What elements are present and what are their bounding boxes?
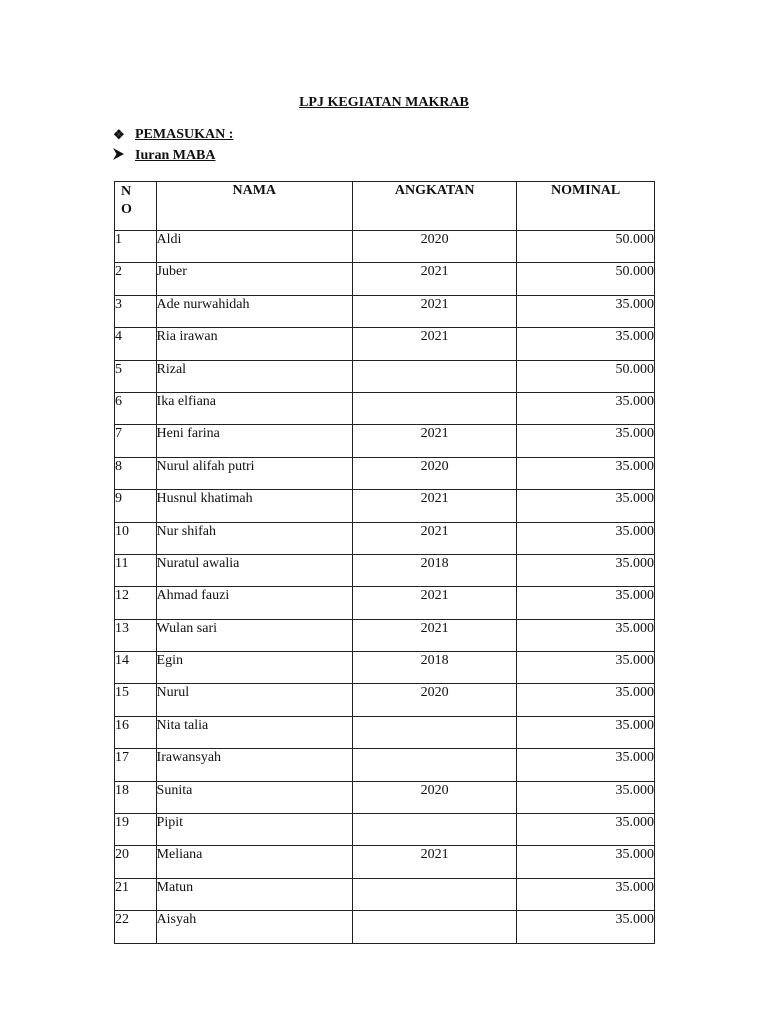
cell-angkatan: 2021 [352,295,516,327]
header-nominal: NOMINAL [517,182,655,231]
table-row [115,781,655,813]
cell-no: 6 [115,392,157,424]
header-nama: NAMA [156,182,352,231]
cell-angkatan: 2021 [352,522,516,554]
cell-angkatan: 2021 [352,587,516,619]
table-row [115,295,655,327]
cell-nominal: 35.000 [517,846,655,878]
cell-no: 2 [115,263,157,295]
cell-nama: Ade nurwahidah [156,295,352,327]
cell-no: 13 [115,619,157,651]
header-angkatan: ANGKATAN [352,182,516,231]
iuran-table [114,181,655,944]
cell-nominal: 35.000 [517,652,655,684]
cell-nama: Nita talia [156,716,352,748]
table-row [115,522,655,554]
cell-angkatan: 2021 [352,328,516,360]
table-row [115,846,655,878]
table-row [115,716,655,748]
cell-nama: Nurul [156,684,352,716]
cell-angkatan: 2021 [352,490,516,522]
cell-angkatan [352,814,516,846]
table-row [115,619,655,651]
cell-angkatan: 2020 [352,781,516,813]
cell-no: 19 [115,814,157,846]
cell-no: 12 [115,587,157,619]
cell-no: 22 [115,911,157,943]
cell-angkatan [352,716,516,748]
table-row [115,749,655,781]
section-heading-pemasukan [113,127,233,143]
cell-nama: Meliana [156,846,352,878]
cell-nominal: 35.000 [517,457,655,489]
table-row [115,360,655,392]
cell-nama: Matun [156,878,352,910]
cell-nama: Egin [156,652,352,684]
cell-nominal: 50.000 [517,263,655,295]
cell-nama: Nur shifah [156,522,352,554]
header-no-line2: O [121,202,132,217]
cell-angkatan: 2021 [352,263,516,295]
cell-nominal: 35.000 [517,392,655,424]
cell-no: 11 [115,554,157,586]
document-title: LPJ KEGIATAN MAKRAB [299,95,469,110]
cell-nama: Aldi [156,231,352,263]
table-row [115,554,655,586]
cell-nominal: 35.000 [517,490,655,522]
cell-nominal: 35.000 [517,716,655,748]
cell-no: 15 [115,684,157,716]
cell-nominal: 35.000 [517,878,655,910]
cell-angkatan [352,878,516,910]
table-row [115,328,655,360]
cell-nominal: 35.000 [517,295,655,327]
cell-no: 14 [115,652,157,684]
cell-nama: Ika elfiana [156,392,352,424]
cell-nama: Rizal [156,360,352,392]
cell-angkatan [352,911,516,943]
cell-nama: Heni farina [156,425,352,457]
cell-nama: Nurul alifah putri [156,457,352,489]
cell-nominal: 35.000 [517,781,655,813]
cell-nominal: 50.000 [517,231,655,263]
table-row [115,231,655,263]
subsection-heading-iuran [113,148,216,164]
cell-angkatan: 2021 [352,619,516,651]
cell-nominal: 35.000 [517,328,655,360]
cell-angkatan: 2021 [352,846,516,878]
header-no [115,182,157,231]
table-row [115,490,655,522]
cell-nominal: 35.000 [517,749,655,781]
table-row [115,425,655,457]
cell-no: 9 [115,490,157,522]
subsection-heading-label: Iuran MABA [135,148,216,163]
table-row [115,911,655,943]
cell-nominal: 35.000 [517,814,655,846]
table-row [115,652,655,684]
cell-nominal: 35.000 [517,425,655,457]
cell-no: 3 [115,295,157,327]
table-body [115,231,655,944]
table-row [115,814,655,846]
cell-nama: Sunita [156,781,352,813]
table-header-row [115,182,655,231]
cell-nama: Juber [156,263,352,295]
section-heading-label: PEMASUKAN : [135,127,234,142]
table-row [115,392,655,424]
cell-no: 1 [115,231,157,263]
cell-nominal: 35.000 [517,619,655,651]
cell-no: 4 [115,328,157,360]
arrowhead-bullet-shape [113,148,124,160]
cell-nominal: 35.000 [517,554,655,586]
cell-nama: Aisyah [156,911,352,943]
cell-no: 8 [115,457,157,489]
cell-nama: Nuratul awalia [156,554,352,586]
cell-nominal: 50.000 [517,360,655,392]
cell-angkatan: 2020 [352,231,516,263]
diamond-bullet-icon: ❖ [113,127,125,142]
table-row [115,587,655,619]
cell-no: 10 [115,522,157,554]
cell-no: 18 [115,781,157,813]
cell-angkatan: 2018 [352,652,516,684]
cell-angkatan [352,749,516,781]
cell-no: 5 [115,360,157,392]
table-row [115,457,655,489]
table-row [115,684,655,716]
cell-angkatan [352,360,516,392]
cell-angkatan: 2021 [352,425,516,457]
cell-nama: Wulan sari [156,619,352,651]
cell-nama: Ahmad fauzi [156,587,352,619]
cell-nama: Pipit [156,814,352,846]
table-row [115,878,655,910]
cell-angkatan [352,392,516,424]
cell-angkatan: 2018 [352,554,516,586]
cell-nama: Irawansyah [156,749,352,781]
cell-nominal: 35.000 [517,911,655,943]
cell-nominal: 35.000 [517,587,655,619]
cell-no: 20 [115,846,157,878]
cell-no: 17 [115,749,157,781]
cell-nominal: 35.000 [517,522,655,554]
cell-angkatan: 2020 [352,684,516,716]
cell-angkatan: 2020 [352,457,516,489]
arrowhead-bullet-icon [113,148,135,164]
cell-nominal: 35.000 [517,684,655,716]
table-row [115,263,655,295]
cell-no: 7 [115,425,157,457]
cell-no: 16 [115,716,157,748]
cell-no: 21 [115,878,157,910]
cell-nama: Husnul khatimah [156,490,352,522]
header-no-line1: N [121,184,132,199]
cell-nama: Ria irawan [156,328,352,360]
